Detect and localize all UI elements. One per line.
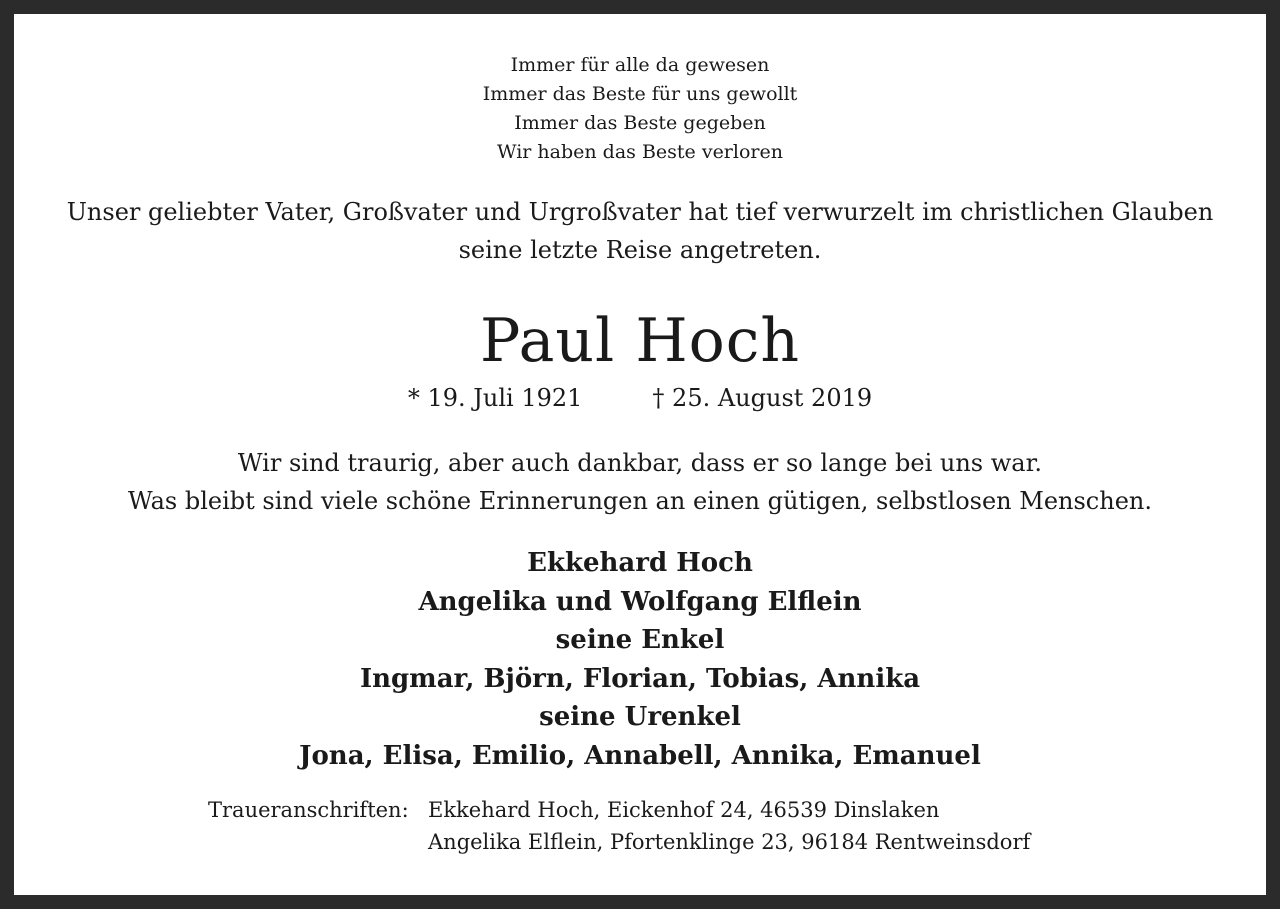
obituary-notice <box>14 14 1266 895</box>
verse-line: Immer das Beste für uns gewollt <box>482 83 798 105</box>
deceased-name: Paul Hoch <box>479 306 801 376</box>
verse-line: Immer das Beste gegeben <box>514 112 766 134</box>
address-label: Traueranschriften: <box>208 798 409 822</box>
verse-line: Wir haben das Beste verloren <box>497 141 783 163</box>
address-line: Angelika Elflein, Pfortenklinge 23, 96184 Rentweinsdorf <box>428 830 1031 854</box>
family-heading: seine Enkel <box>555 625 725 655</box>
verse-line: Immer für alle da gewesen <box>510 54 770 76</box>
family-line: Ekkehard Hoch <box>527 548 753 578</box>
family-line: Jona, Elisa, Emilio, Annabell, Annika, Emanuel <box>299 741 981 771</box>
family-heading: seine Urenkel <box>539 702 741 732</box>
message-line: Wir sind traurig, aber auch dankbar, dass er so lange bei uns war. <box>237 449 1043 477</box>
life-dates <box>14 384 1266 412</box>
family-line: Ingmar, Björn, Florian, Tobias, Annika <box>359 664 921 694</box>
address-line: Ekkehard Hoch, Eickenhof 24, 46539 Dinslaken <box>428 798 940 822</box>
family-line: Angelika und Wolfgang Elflein <box>418 587 862 617</box>
birth-date: * 19. Juli 1921 <box>407 384 583 412</box>
message-line: Was bleibt sind viele schöne Erinnerungen an einen gütigen, selbstlosen Menschen. <box>128 487 1152 515</box>
death-date: † 25. August 2019 <box>652 384 873 412</box>
intro-line: Unser geliebter Vater, Großvater und Urgroßvater hat tief verwurzelt im christlichen Glauben <box>66 198 1214 226</box>
intro-line: seine letzte Reise angetreten. <box>458 236 822 264</box>
